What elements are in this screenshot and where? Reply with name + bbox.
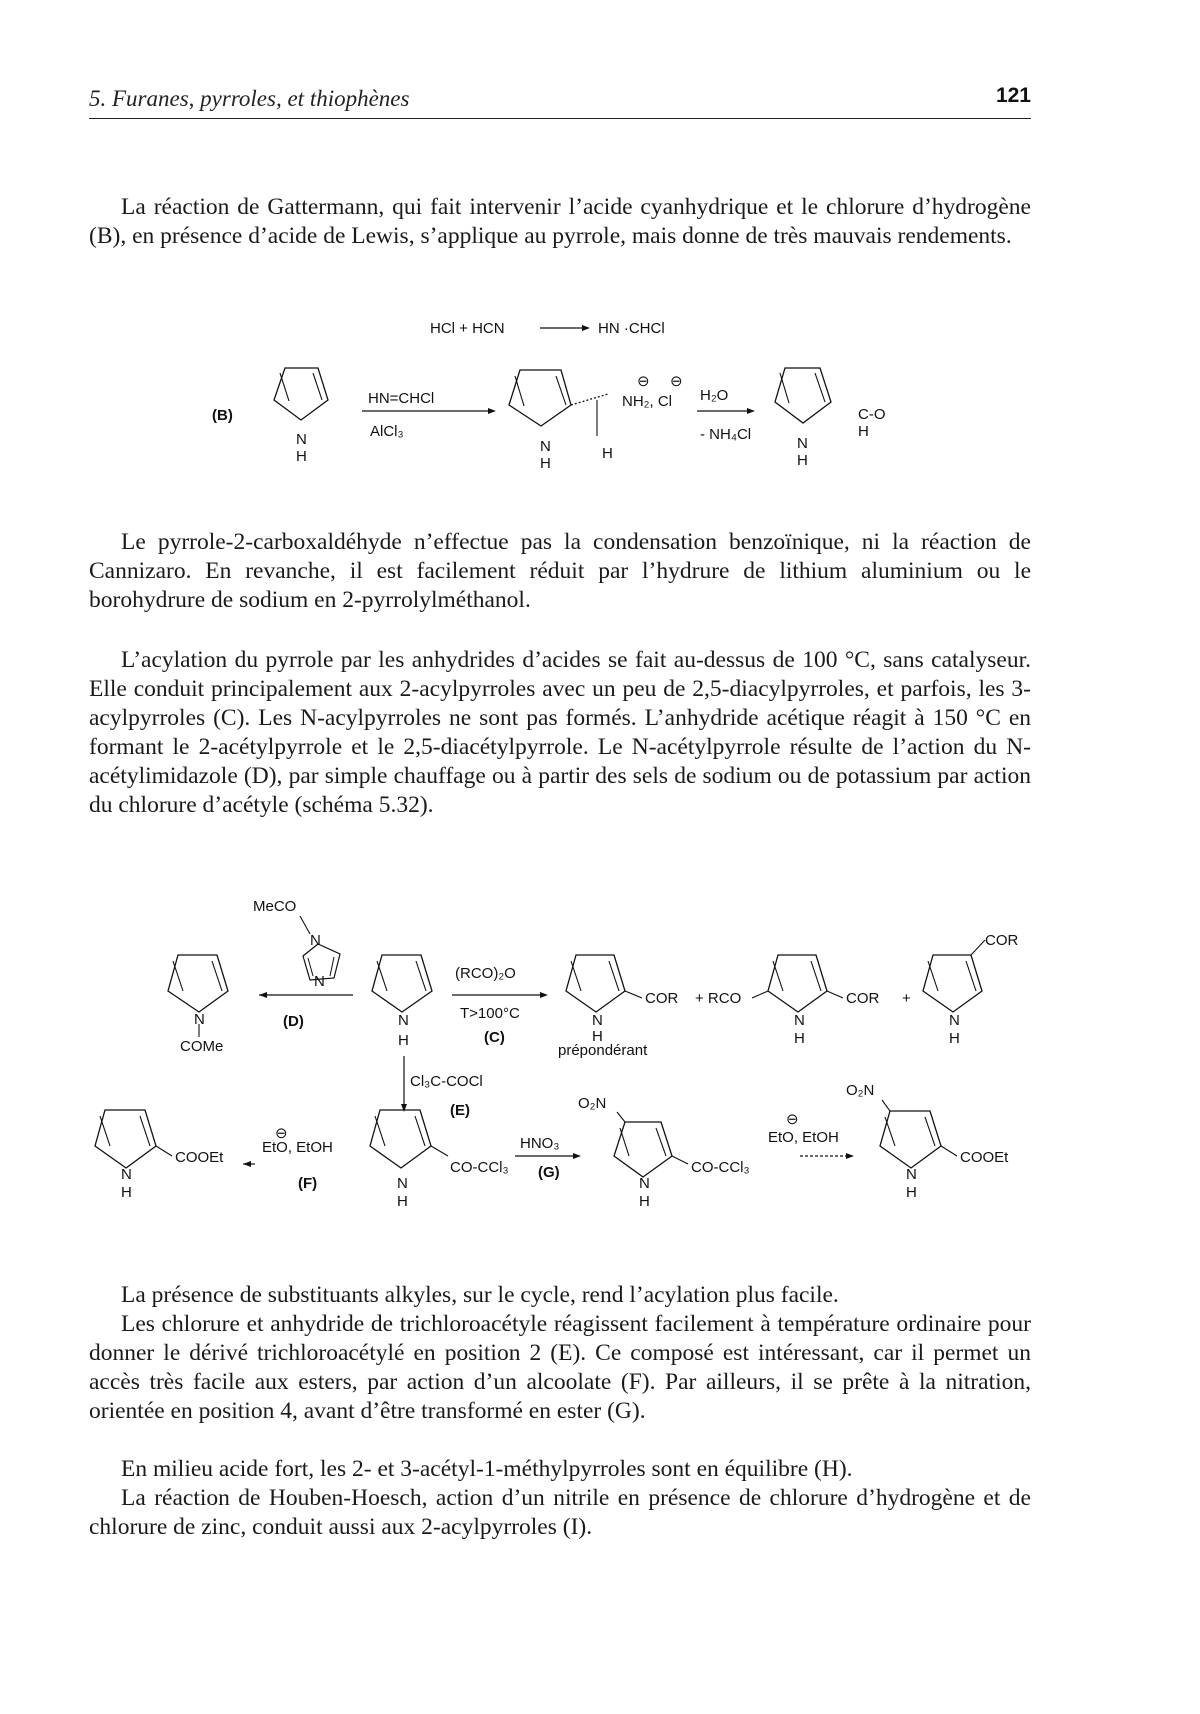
ring-h: H — [398, 1032, 409, 1049]
ester-group: COOEt — [960, 1149, 1009, 1166]
ring-h: H — [639, 1193, 650, 1210]
2,5-diacylpyrrole-structure — [752, 955, 843, 1012]
ring-n: N — [398, 1012, 409, 1029]
paragraph-acylation: L’acylation du pyrrole par les anhydrides d’acides se fait au-dessus de 100 °C, sans catalyseur. Elle conduit principalement aux 2-acylpyrroles avec un peu de 2,5-diacylpyrroles, et parfois, les 3-acylpyrroles (C). Les N-acylpyrroles ne sont pas formés. L’anhydride acétique réagit à 150 °C en formant le 2-acétylpyrrole et le 2,5-diacétylpyrrole. Le N-acétylpyrrole résulte de l’action du N-acétylimidazole (D), par simple chauffage ou à partir des sels de sodium ou de potassium par action du chlorure d’acétyle (schéma 5.32). — [89, 647, 1031, 818]
ring-h: H — [949, 1030, 960, 1047]
paragraph-houben-hoesch: La réaction de Houben-Hoesch, action d’un nitrile en présence de chlorure d’hydrogène et de chlorure de zinc, conduit aussi aux 2-acylpyrroles (I). — [89, 1485, 1031, 1540]
paragraph-equilibrium: En milieu acide fort, les 2- et 3-acétyl-1-méthylpyrroles sont en équilibre (H). — [121, 1456, 853, 1482]
reagent-ethoxide: EtO, EtOH — [262, 1139, 333, 1156]
acyl-group: COR — [985, 932, 1019, 949]
charge-minus-2: ⊖ — [670, 373, 683, 390]
paragraph-trichloroacetyl: Les chlorure et anhydride de trichloroacétyle réagissent facilement à température ordinaire pour donner le dérivé trichloroacétylé en position 2 (E). Ce composé est intéressant, car il permet un accès très facile aux esters, par action d’un alcoolate (F). Par ailleurs, il se prête à la nitration, orientée en position 4, avant d’être transformé en ester (G). — [89, 1311, 1031, 1424]
charge-minus-1: ⊖ — [637, 373, 650, 390]
chapter-title: 5. Furanes, pyrroles, et thiophènes — [89, 86, 410, 111]
2-trichloroacetylpyrrole-structure — [370, 1110, 448, 1168]
imidazole-n2: N — [314, 973, 325, 990]
aldehyde-group: C-O — [858, 406, 886, 423]
ring-h: H — [797, 452, 808, 469]
ring-n: N — [639, 1175, 650, 1192]
running-header — [89, 84, 1031, 119]
ch-h: H — [602, 445, 613, 462]
label-f: (F) — [298, 1175, 318, 1192]
4-nitro-2-trichloroacetylpyrrole-structure — [614, 1112, 688, 1177]
iminium-salt: NH₂, Cl — [622, 393, 672, 410]
plus-sign: + — [902, 990, 911, 1007]
nitro-group: O₂N — [846, 1082, 875, 1099]
arrowhead-d — [259, 992, 267, 998]
reagent-iminium-chloride: HN=CHCl — [368, 390, 435, 407]
imidazole-n1: N — [310, 932, 321, 949]
aldehyde-hydrogen: H — [858, 423, 869, 440]
label-e: (E) — [450, 1102, 470, 1119]
nitro-group: O₂N — [578, 1095, 607, 1112]
pyrrole-structure — [274, 368, 328, 420]
ring-h: H — [296, 448, 307, 465]
paragraph-alkyl: La présence de substituants alkyles, sur le cycle, rend l’acylation plus facile. — [121, 1282, 839, 1308]
acyl-group: COR — [645, 990, 679, 1007]
arrowhead-2 — [747, 408, 755, 414]
arrowhead-e — [401, 1104, 407, 1112]
arrowhead-g — [573, 1153, 581, 1159]
reaction-temperature: T>100°C — [460, 1005, 520, 1022]
reagent-ethoxide: EtO, EtOH — [768, 1129, 839, 1146]
ring-h: H — [592, 1028, 603, 1045]
arrowhead-ester — [846, 1153, 854, 1159]
page-number: 121 — [995, 84, 1031, 107]
ethoxide-charge: ⊖ — [275, 1125, 288, 1142]
major-product-label: prépondérant — [558, 1042, 648, 1059]
acylation-scheme — [0, 898, 1200, 1218]
ring-n: N — [397, 1175, 408, 1192]
label-b: (B) — [212, 407, 233, 424]
pyrrole-structure — [372, 955, 432, 1012]
imidazole-acyl: MeCO — [253, 898, 297, 915]
ring-h: H — [540, 455, 551, 472]
ring-n: N — [194, 1011, 205, 1028]
ring-n: N — [906, 1166, 917, 1183]
arrowhead-f — [243, 1161, 251, 1167]
ring-n: N — [794, 1012, 805, 1029]
label-d: (D) — [283, 1013, 304, 1030]
intermediate-pyrrole-structure — [509, 370, 608, 436]
equation-arrowhead — [582, 325, 590, 331]
pyrrole-aldehyde-structure — [775, 368, 831, 423]
arrowhead-1 — [488, 408, 496, 414]
ring-h: H — [906, 1184, 917, 1201]
paragraph-gattermann: La réaction de Gattermann, qui fait intervenir l’acide cyanhydrique et le chlorure d’hydrogène (B), en présence d’acide de Lewis, s’applique au pyrrole, mais donne de très mauvais rendements. — [89, 194, 1031, 249]
ring-n: N — [121, 1166, 132, 1183]
pyrrole-ester-structure — [95, 1110, 172, 1168]
reagent-anhydride: (RCO)₂O — [455, 965, 516, 982]
equation-reactants: HCl + HCN — [430, 320, 505, 337]
byproduct-nh4cl: - NH₄Cl — [700, 426, 752, 443]
reagent-hno3: HNO₃ — [520, 1135, 560, 1152]
label-c: (C) — [484, 1029, 505, 1046]
ring-n: N — [797, 435, 808, 452]
reagent-water: H₂O — [700, 387, 729, 404]
ethoxide-charge: ⊖ — [786, 1111, 799, 1128]
ring-h: H — [121, 1184, 132, 1201]
ring-h: H — [794, 1030, 805, 1047]
2-acylpyrrole-structure — [566, 955, 642, 1012]
n-acyl-group: COMe — [180, 1038, 224, 1055]
reagent-trichloroacetyl: Cl₃C-COCl — [410, 1073, 483, 1090]
label-g: (G) — [538, 1164, 560, 1181]
plus-rco: + RCO — [695, 990, 742, 1007]
acyl-group: COR — [846, 990, 880, 1007]
paragraph-carboxaldehyde: Le pyrrole-2-carboxaldéhyde n’effectue pas la condensation benzoïnique, ni la réaction de Cannizaro. En revanche, il est facilement réduit par l’hydrure de lithium aluminium ou le borohydrure de sodium en 2-pyrrolylméthanol. — [89, 529, 1031, 613]
ring-n: N — [592, 1012, 603, 1029]
gattermann-scheme — [0, 308, 1200, 473]
3-acylpyrrole-structure — [923, 940, 985, 1012]
ester-group: COOEt — [175, 1149, 224, 1166]
trichloroacetyl-group: CO-CCl₃ — [691, 1159, 750, 1176]
ring-n: N — [949, 1012, 960, 1029]
4-nitropyrrole-ester-structure — [880, 1100, 957, 1168]
ring-n: N — [296, 431, 307, 448]
ring-h: H — [397, 1193, 408, 1210]
ring-n: N — [540, 438, 551, 455]
arrowhead-c — [540, 992, 548, 998]
equation-product: HN ·CHCl — [598, 320, 665, 337]
reagent-alcl3: AlCl₃ — [370, 423, 404, 440]
trichloroacetyl-group: CO-CCl₃ — [450, 1159, 509, 1176]
